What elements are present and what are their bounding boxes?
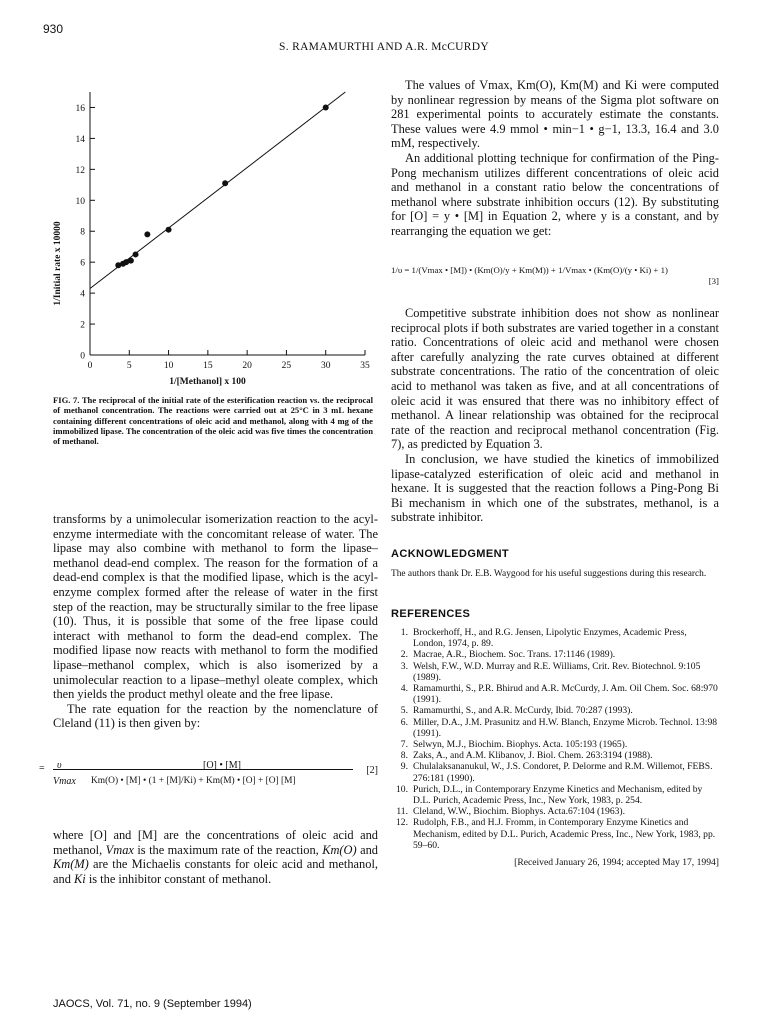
data-point xyxy=(128,258,134,264)
y-tick-label: 0 xyxy=(80,351,85,362)
acknowledgment-text: The authors thank Dr. E.B. Waygood for his useful suggestions during this research. xyxy=(391,569,707,579)
paragraph: Competitive substrate inhibition does not show as nonlinear reciprocal plots if both substrates are varied together in a constant ratio. Concentrations of oleic acid and methanol were chosen after carefully analyzing the rate curves obtained at different substrate concentrations. The ratio of the concentration of oleic acid to methanol was taken as five, and at all concentrations of oleic acid it was ensured that there was no inhibitory effect of methanol. A linear relationship was obtained for the reciprocal rate of the reaction and reciprocal methanol concentration (Fig. 7), as predicted by Equation 3. xyxy=(391,306,719,452)
reference-number: 9. xyxy=(400,761,408,773)
reference-number: 6. xyxy=(400,716,408,728)
right-column-top xyxy=(391,78,719,239)
paragraph: The rate equation for the reaction by the nomenclature of Cleland (11) is then given by: xyxy=(53,701,378,731)
paragraph: The values of Vmax, Km(O), Km(M) and Ki were computed by nonlinear regression by means of the Sigma plot software on 281 experimental points to accurately estimate the constants. These values were 4.9 mmol • min−1 • g−1, 13.3, 16.4 and 3.0 mM, respectively. xyxy=(391,78,719,151)
x-tick-label: 0 xyxy=(87,361,93,371)
data-point xyxy=(133,251,139,257)
y-tick-label: 10 xyxy=(75,196,85,207)
reference-text: Ramamurthi, S., and A.R. McCurdy, Ibid. 70:287 (1993). xyxy=(413,705,633,717)
reference-text: Selwyn, M.J., Biochim. Biophys. Acta. 105:193 (1965). xyxy=(413,739,628,751)
reference-item xyxy=(391,761,719,783)
reference-item xyxy=(391,717,719,739)
reference-text: Macrae, A.R., Biochem. Soc. Trans. 17:1146 (1989). xyxy=(413,649,616,661)
paragraph: In conclusion, we have studied the kinetics of immobilized lipase-catalyzed esterification of oleic acid and methanol in hexane. It is suggested that the reaction follows a Ping-Pong Bi Bi mechanism in which one of the substrates, methanol, is a substrate inhibitor. xyxy=(391,451,719,525)
y-tick-label: 14 xyxy=(75,134,85,145)
left-column xyxy=(53,512,378,731)
y-tick-label: 12 xyxy=(75,165,85,176)
reference-item xyxy=(391,806,719,817)
acknowledgment-section xyxy=(391,548,719,580)
x-tick-label: 10 xyxy=(163,361,174,371)
reference-item xyxy=(391,661,719,683)
equation-2: υ [O] • [M] = Vmax Km(O) • [M] • (1 + [M]/Ki) + Km(M) • [O] + [O] [M] [2] xyxy=(39,760,378,787)
eq2-numerator-right: [O] • [M] xyxy=(203,760,241,771)
page-number: 930 xyxy=(43,22,64,36)
eq3-text: 1/υ = 1/(Vmax • [M]) • (Km(O)/y + Km(M)) + 1/Vmax • (Km(O)/(y • Ki) + 1) xyxy=(391,265,668,275)
reference-text: Purich, D.L., in Contemporary Enzyme Kinetics and Mechanism, edited by D.L. Purich, Academic Press, Inc., New York, 1983, p. 254. xyxy=(413,783,703,807)
references-list xyxy=(391,627,719,851)
reference-item xyxy=(391,739,719,750)
paragraph: transforms by a unimolecular isomerization reaction to the acyl-enzyme intermediate with the concomitant release of water. The lipase may also combine with methanol to form the lipase–methanol dead-end complex. The reason for the formation of a dead-end complex is that the modified lipase, which is the acyl-enzyme complex formed after the release of water in the first step of the reaction, may be structurally similar to the free lipase (10). Thus, it is possible that some of the free lipase could interact with methanol to form the dead-end complex. The modified lipase now reacts with methanol to form the modified lipase–methanol complex, which is also isomerized by a unimolecular reaction to a lipase–methyl oleate complex, which then yields the product methyl oleate and the free lipase. xyxy=(53,512,378,702)
paragraph: where [O] and [M] are the concentrations of oleic acid and methanol, Vmax is the maximum rate of the reaction, Km(O) and Km(M) are the Michaelis constants for oleic acid and methanol, and Ki is the inhibitor constant of methanol. xyxy=(53,828,378,886)
reference-number: 5. xyxy=(400,705,408,717)
reference-item xyxy=(391,649,719,660)
reference-number: 4. xyxy=(400,683,408,695)
reference-text: Rudolph, F.B., and H.J. Fromm, in Contemporary Enzyme Kinetics and Mechanism, edited by D.L. Purich, Academic Press, Inc., New York, 1983, pp. 59–60. xyxy=(413,817,716,851)
regression-line xyxy=(90,92,345,288)
y-tick-label: 16 xyxy=(75,103,85,114)
x-tick-label: 20 xyxy=(242,361,252,371)
reference-item xyxy=(391,750,719,761)
eq2-denominator-left: Vmax xyxy=(53,776,76,787)
reference-number: 3. xyxy=(400,660,408,672)
reference-text: Chulalaksananukul, W., J.S. Condoret, P. Delorme and R.M. Willemot, FEBS. 276:181 (1990). xyxy=(413,761,713,784)
y-tick-label: 2 xyxy=(80,320,85,331)
figure-caption: FIG. 7. The reciprocal of the initial rate of the esterification reaction vs. the reciprocal of methanol concentration. The reactions were carried out at 25°C in 3 mL hexane containing different concentrations of oleic acid and methanol, along with 4 mg of the immobilized lipase. The concentration of the oleic acid was five times the concentration of methanol. xyxy=(53,395,373,447)
reference-number: 1. xyxy=(400,627,408,638)
reference-item xyxy=(391,627,719,649)
x-tick-label: 25 xyxy=(281,361,292,371)
journal-footer: JAOCS, Vol. 71, no. 9 (September 1994) xyxy=(53,998,252,1010)
figure-7-chart xyxy=(40,82,375,392)
reference-text: Brockerhoff, H., and R.G. Jensen, Lipolytic Enzymes, Academic Press, London, 1974, p. 89. xyxy=(413,627,687,650)
reference-number: 8. xyxy=(400,750,408,762)
x-tick-label: 35 xyxy=(360,361,370,371)
reference-number: 12. xyxy=(396,817,408,829)
reference-item xyxy=(391,683,719,705)
eq2-numerator-left: υ xyxy=(57,760,62,771)
reference-text: Miller, D.A., J.M. Prasunitz and H.W. Blanch, Enzyme Microb. Technol. 13:98 (1991). xyxy=(413,716,718,739)
x-axis-label: 1/[Methanol] x 100 xyxy=(169,377,246,387)
left-column-end xyxy=(53,828,378,886)
reference-number: 11. xyxy=(396,806,408,818)
equation-number: [2] xyxy=(366,765,378,776)
y-tick-label: 8 xyxy=(80,227,85,238)
data-point xyxy=(166,227,172,233)
equation-3 xyxy=(391,265,719,287)
data-point xyxy=(144,231,150,237)
reference-item xyxy=(391,817,719,851)
y-tick-label: 6 xyxy=(80,258,85,269)
fraction-bar xyxy=(53,769,353,770)
right-column-middle xyxy=(391,306,719,525)
reference-text: Zaks, A., and A.M. Klibanov, J. Biol. Chem. 263:3194 (1988). xyxy=(413,750,653,762)
acknowledgment-heading: ACKNOWLEDGMENT xyxy=(391,548,510,560)
x-tick-label: 5 xyxy=(126,361,132,371)
received-dates: [Received January 26, 1994; accepted May 17, 1994] xyxy=(514,857,719,869)
reference-number: 10. xyxy=(396,783,408,795)
running-header: S. RAMAMURTHI AND A.R. McCURDY xyxy=(279,41,489,53)
reference-text: Cleland, W.W., Biochim. Biophys. Acta.67:104 (1963). xyxy=(413,806,626,818)
reference-item xyxy=(391,705,719,716)
paragraph: An additional plotting technique for confirmation of the Ping-Pong mechanism utilizes different concentrations of oleic acid and methanol in a constant ratio below the concentrations of methanol where substrate inhibition occurs (12). By substituting for [O] = y • [M] in Equation 2, where y is a constant, and by rearranging the equation we get: xyxy=(391,150,719,238)
reference-text: Ramamurthi, S., P.R. Bhirud and A.R. McCurdy, J. Am. Oil Chem. Soc. 68:970 (1991). xyxy=(413,683,718,706)
y-tick-label: 4 xyxy=(80,289,85,300)
reference-number: 2. xyxy=(400,649,408,661)
references-heading: REFERENCES xyxy=(391,608,471,620)
eq2-denominator-right: Km(O) • [M] • (1 + [M]/Ki) + Km(M) • [O] + [O] [M] xyxy=(91,776,296,786)
x-tick-label: 30 xyxy=(320,361,331,371)
references-section xyxy=(391,608,719,868)
reference-number: 7. xyxy=(400,739,408,751)
data-point xyxy=(222,180,228,186)
equation-number: [3] xyxy=(708,276,719,286)
reference-item xyxy=(391,784,719,806)
y-axis-label: 1/Initial rate x 10000 xyxy=(53,221,63,306)
x-tick-label: 15 xyxy=(203,361,213,371)
reference-text: Welsh, F.W., W.D. Murray and R.E. Williams, Crit. Rev. Biotechnol. 9:105 (1989). xyxy=(413,660,701,683)
data-point xyxy=(323,104,329,110)
